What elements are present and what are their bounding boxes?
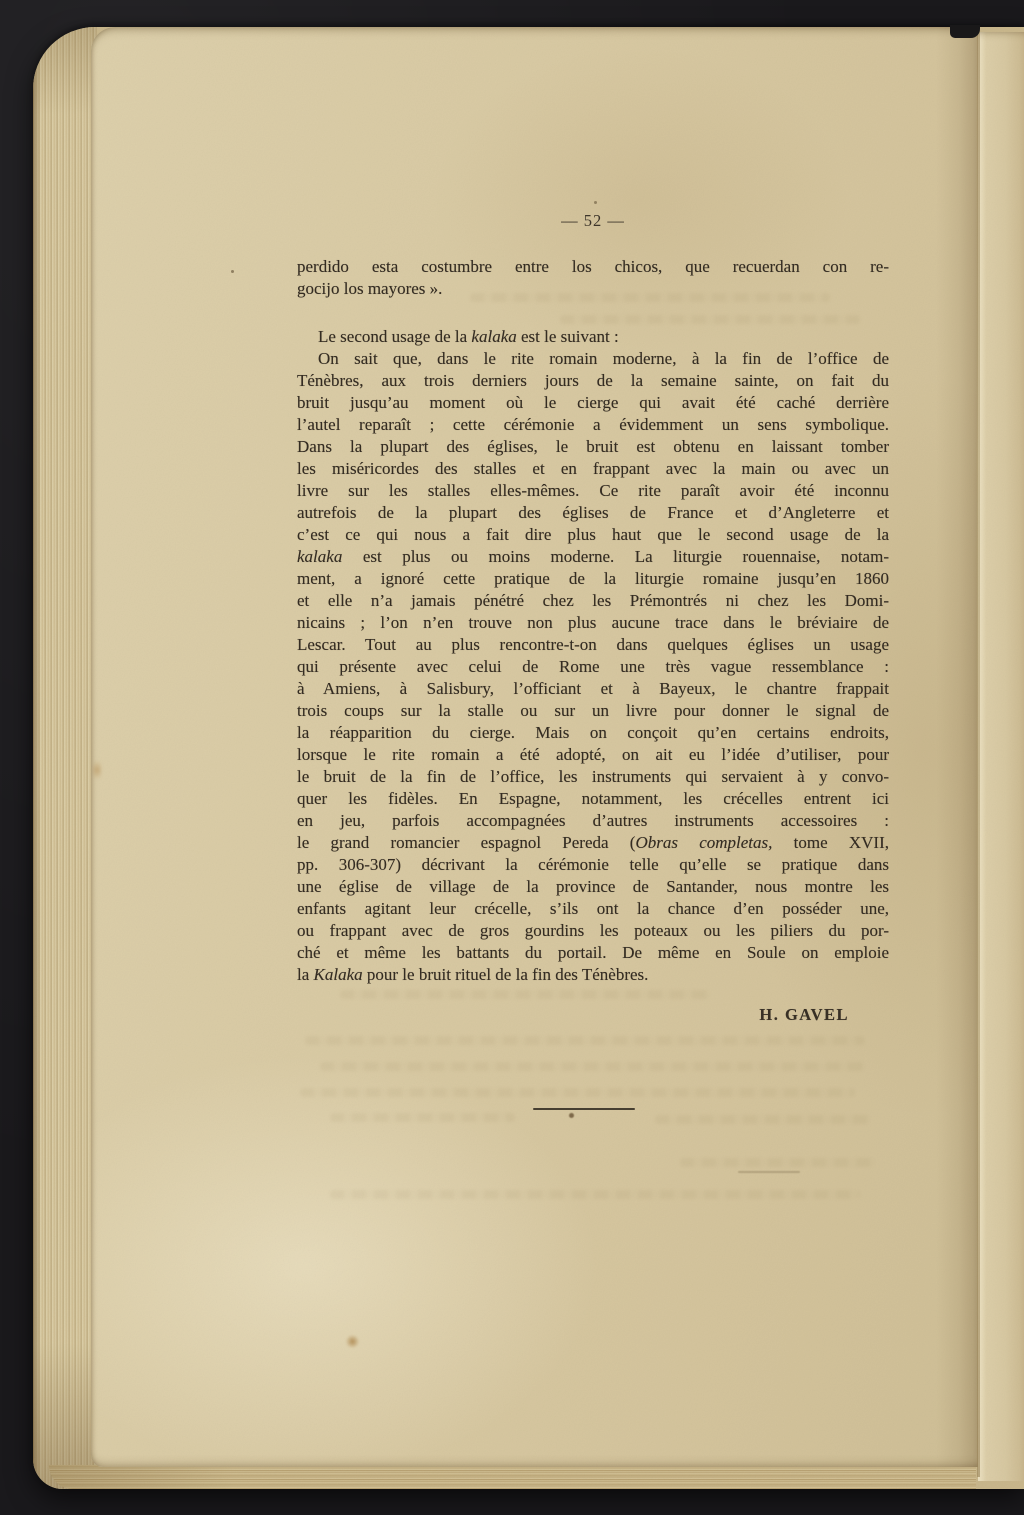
book — [33, 27, 1024, 1489]
bleedthrough-text — [300, 1088, 855, 1097]
bleedthrough-text — [340, 990, 710, 999]
paper-stain — [93, 757, 101, 783]
text-line: quer les fidèles. En Espagne, notamment, les crécelles entrent ici — [297, 789, 889, 808]
text-line: Ténèbres, aux trois derniers jours de la semaine sainte, on fait du — [297, 371, 889, 390]
paper-stain — [231, 270, 234, 273]
paper-stain — [594, 201, 597, 204]
text-line: ment, a ignoré cette pratique de la liturgie romaine jusqu’en 1860 — [297, 569, 889, 588]
page-gap-shadow — [950, 25, 980, 38]
text-line: la réapparition du cierge. Mais on conçoit qu’en certains endroits, — [297, 723, 889, 742]
author-signature: H. GAVEL — [759, 1005, 849, 1024]
italic-text: kalaka — [297, 547, 343, 566]
gutter-crease — [977, 27, 980, 1477]
text-line: en jeu, parfois accompagnées d’autres instruments accessoires : — [297, 811, 889, 830]
text-line: ché et même les battants du portail. De même en Soule on emploie — [297, 943, 889, 962]
scanned-page — [91, 27, 978, 1467]
italic-text: Kalaka — [313, 965, 363, 984]
page-stack-edge-bottom — [49, 1465, 976, 1489]
bleedthrough-text — [655, 1115, 870, 1124]
bleedthrough-text — [305, 1036, 865, 1045]
page-stack-edge-left — [33, 27, 97, 1489]
text-line: bruit jusqu’au moment où le cierge qui avait été caché derrière — [297, 393, 889, 412]
text-line: Le second usage de la kalaka est le suivant : — [318, 327, 619, 346]
text-line: lorsque le rite romain a été adopté, on ait eu l’idée d’utiliser, pour — [297, 745, 889, 764]
text-line: trois coups sur la stalle ou sur un livre pour donner le signal de — [297, 701, 889, 720]
text-line: le grand romancier espagnol Pereda (Obras completas, tome XVII, — [297, 833, 889, 852]
text-line: c’est ce qui nous a fait dire plus haut que le second usage de la — [297, 525, 889, 544]
text-line: perdido esta costumbre entre los chicos, que recuerdan con re- — [297, 257, 889, 276]
body-text — [297, 256, 889, 1026]
text-line: les miséricordes des stalles et en frappant avec la main ou avec un — [297, 459, 889, 478]
italic-text: kalaka — [471, 327, 517, 346]
section-divider — [533, 1108, 635, 1110]
text-line: livre sur les stalles elles-mêmes. Ce rite paraît avoir été inconnu — [297, 481, 889, 500]
text-line: pp. 306-307) décrivant la cérémonie telle qu’elle se pratique dans — [297, 855, 889, 874]
page-number: — 52 — — [561, 211, 625, 230]
text-line: Lescar. Tout au plus rencontre-t-on dans quelques églises un usage — [297, 635, 889, 654]
paragraph — [297, 348, 889, 986]
bleedthrough-text — [320, 1062, 865, 1071]
text-line: Dans la plupart des églises, le bruit est obtenu en laissant tomber — [297, 437, 889, 456]
text-line: et elle n’a jamais pénétré chez les Prémontrés ni chez les Domi- — [297, 591, 889, 610]
text-line: la Kalaka pour le bruit rituel de la fin des Ténèbres. — [297, 965, 649, 984]
italic-text: Obras completas, — [635, 833, 773, 852]
paragraph — [297, 326, 889, 348]
paper-stain — [569, 1113, 574, 1118]
text-line: qui présente avec celui de Rome une très vague ressemblance : — [297, 657, 889, 676]
text-line: à Amiens, à Salisbury, l’officiant et à Bayeux, le chantre frappait — [297, 679, 889, 698]
bleedthrough-text — [330, 1113, 515, 1122]
bleedthrough-rule — [738, 1171, 800, 1173]
bleedthrough-text — [330, 1190, 860, 1199]
text-line: enfants agitant leur crécelle, s’ils ont la chance d’en posséder une, — [297, 899, 889, 918]
paragraph — [297, 256, 889, 300]
text-line: gocijo los mayores ». — [297, 279, 443, 298]
text-line: une église de village de la province de Santander, nous montre les — [297, 877, 889, 896]
text-line: kalaka est plus ou moins moderne. La liturgie rouennaise, notam- — [297, 547, 889, 566]
text-line: On sait que, dans le rite romain moderne, à la fin de l’office de — [318, 349, 889, 368]
bleedthrough-text — [680, 1158, 875, 1167]
text-line: ou frappant avec de gros gourdins les poteaux ou les piliers du por- — [297, 921, 889, 940]
text-line: l’autel reparaît ; cette cérémonie a évidemment un sens symbolique. — [297, 415, 889, 434]
text-line: autrefois de la plupart des églises de France et d’Angleterre et — [297, 503, 889, 522]
paper-stain — [345, 1335, 360, 1348]
text-line: nicains ; l’on n’en trouve non plus aucune trace dans le bréviaire de — [297, 613, 889, 632]
text-line: le bruit de la fin de l’office, les instruments qui servaient à y convo- — [297, 767, 889, 786]
facing-page-edge — [978, 32, 1024, 1481]
